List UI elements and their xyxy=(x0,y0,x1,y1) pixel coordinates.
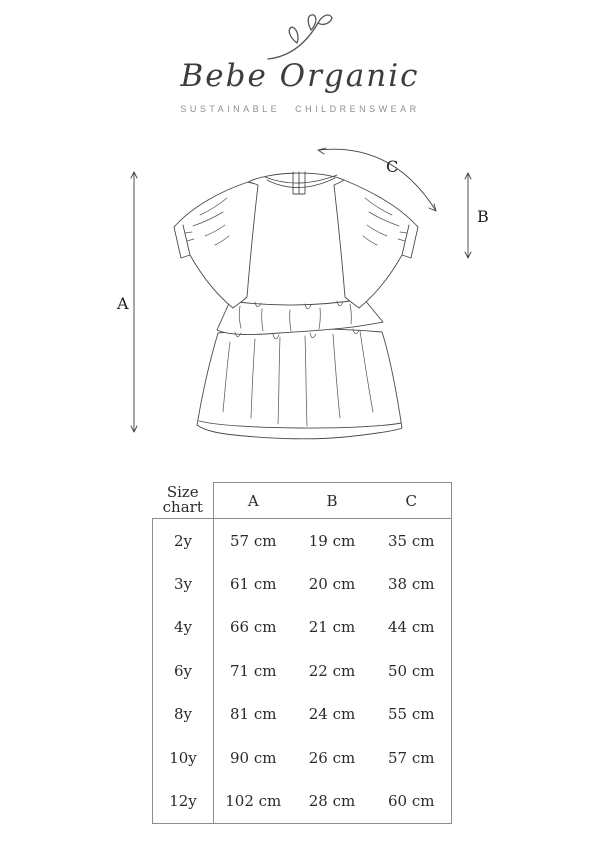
measurement-label-a: A xyxy=(117,294,129,313)
table-row xyxy=(153,562,452,606)
header-row xyxy=(153,483,452,519)
size-cell: 10y xyxy=(153,736,214,780)
value-cell-b: 22 cm xyxy=(308,661,356,680)
measurement-arrow-b xyxy=(465,173,489,258)
size-chart-title xyxy=(153,483,214,519)
brand-tagline: SUSTAINABLE CHILDRENSWEAR xyxy=(180,104,420,114)
value-cell-c: 50 cm xyxy=(372,649,452,693)
brand-header xyxy=(264,12,336,64)
value-cell-a: 90 cm xyxy=(230,748,277,767)
size-cell: 2y xyxy=(153,519,214,563)
value-cell-c: 55 cm xyxy=(372,693,452,737)
table-row xyxy=(153,649,452,693)
value-cell-b: 28 cm xyxy=(293,780,372,824)
value-cell-a: 57 cm xyxy=(230,531,277,550)
table-row xyxy=(153,519,452,563)
measurement-label-b: B xyxy=(477,207,489,226)
value-cell-b: 26 cm xyxy=(308,748,356,767)
value-cell-a: 61 cm xyxy=(230,574,277,593)
measurement-arrow-a xyxy=(116,172,137,432)
brand-name: Bebe Organic xyxy=(180,58,420,94)
value-cell-c: 44 cm xyxy=(372,606,452,650)
value-cell-c: 57 cm xyxy=(372,736,452,780)
sprig-leaf xyxy=(318,15,332,24)
size-cell: 8y xyxy=(153,693,214,737)
value-cell-c: 60 cm xyxy=(372,780,452,824)
table-row xyxy=(153,736,452,780)
skirt-bottom-tier xyxy=(197,329,402,439)
value-cell-c: 35 cm xyxy=(372,519,452,563)
value-cell-a: 81 cm xyxy=(230,705,277,724)
column-header-a: A xyxy=(214,483,293,519)
measurement-label-c: C xyxy=(386,157,399,176)
value-cell-b: 21 cm xyxy=(308,618,356,637)
value-cell-a: 66 cm xyxy=(230,618,277,637)
value-cell-a: 102 cm xyxy=(214,780,293,824)
dress-drawing xyxy=(174,172,418,439)
sprig-leaf xyxy=(289,27,298,43)
size-cell: 12y xyxy=(153,780,214,824)
arrow-b-line xyxy=(465,173,471,258)
right-sleeve xyxy=(334,180,418,308)
value-cell-b: 20 cm xyxy=(308,574,356,593)
size-cell: 4y xyxy=(153,606,214,650)
left-sleeve xyxy=(174,182,258,308)
arrow-a-line xyxy=(131,172,137,432)
size-cell: 3y xyxy=(153,562,214,606)
size-chart-title-line2: chart xyxy=(162,498,203,517)
size-chart-table xyxy=(152,482,452,824)
dress-size-diagram xyxy=(105,140,500,460)
table-row xyxy=(153,693,452,737)
table-row xyxy=(153,780,452,824)
size-chart xyxy=(152,482,452,824)
column-header-b: B xyxy=(293,483,372,519)
table-row xyxy=(153,606,452,650)
size-chart-title-line1: Size xyxy=(166,483,199,502)
sprig-icon xyxy=(264,12,336,64)
value-cell-a: 71 cm xyxy=(230,661,277,680)
value-cell-c: 38 cm xyxy=(372,562,452,606)
value-cell-b: 24 cm xyxy=(308,705,356,724)
column-header-c: C xyxy=(372,483,452,519)
size-cell: 6y xyxy=(153,649,214,693)
value-cell-b: 19 cm xyxy=(308,531,356,550)
